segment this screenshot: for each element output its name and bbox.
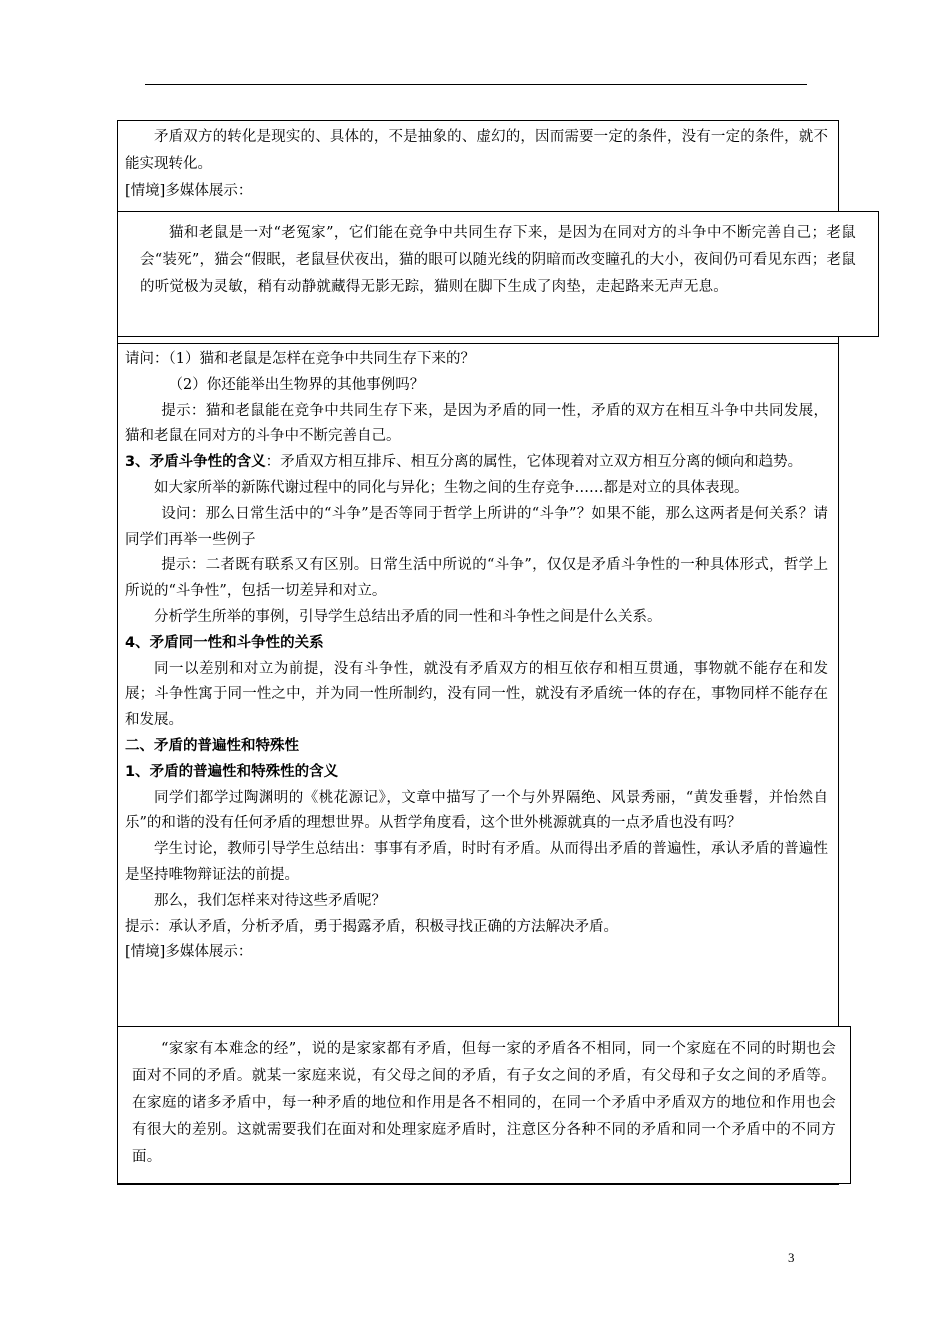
multimedia-box-cat-mouse <box>117 211 879 337</box>
section-4-title: 4、矛盾同一性和斗争性的关系 <box>125 634 324 651</box>
paragraph-transformation: 矛盾双方的转化是现实的、具体的，不是抽象的、虚幻的，因而需要一定的条件，没有一定的条件，就不能实现转化。 <box>125 129 828 172</box>
page-number: 3 <box>788 1250 795 1265</box>
section-3-paragraph <box>125 450 828 476</box>
relation-paragraph: 同一以差别和对立为前提，没有斗争性，就没有矛盾双方的相互依存和相互贯通，事物就不能存在和发展；斗争性寓于同一性之中，并为同一性所制约，没有同一性，就没有矛盾统一体的存在，事物同样不能存在和发展。 <box>125 660 828 729</box>
top-block <box>125 124 828 204</box>
section-3-title: 3、矛盾斗争性的含义 <box>125 454 266 471</box>
hint-3: 提示：承认矛盾，分析矛盾，勇于揭露矛盾，积极寻找正确的方法解决矛盾。 <box>125 918 618 935</box>
family-text: “家家有本难念的经”，说的是家家都有矛盾，但每一家的矛盾各不相同，同一个家庭在不同的时期也会面对不同的矛盾。就某一家庭来说，有父母之间的矛盾，有子女之间的矛盾，有父母和子女之间的矛盾等。在家庭的诸多矛盾中，每一种矛盾的地位和作用是各不相同的，在同一个矛盾中矛盾双方的地位和作用也会有很大的差别。这就需要我们在面对和处理家庭矛盾时，注意区分各种不同的矛盾和同一个矛盾中的不同方面。 <box>132 1041 836 1165</box>
taohua-paragraph: 同学们都学过陶渊明的《桃花源记》，文章中描写了一个与外界隔绝、风景秀丽，“黄发垂髫，并怡然自乐”的和谐的没有任何矛盾的理想世界。从哲学角度看，这个世外桃源就真的一点矛盾也没有吗？ <box>125 789 828 832</box>
analysis-paragraph: 分析学生所举的事例，引导学生总结出矛盾的同一性和斗争性之间是什么关系。 <box>154 608 662 625</box>
main-content <box>125 347 828 966</box>
question-2: （2）你还能举出生物界的其他事例吗？ <box>168 376 425 393</box>
question-1: 请问：（1）猫和老鼠是怎样在竞争中共同生存下来的？ <box>125 351 475 367</box>
discussion-paragraph: 学生讨论，教师引导学生总结出：事事有矛盾，时时有矛盾。从而得出矛盾的普遍性，承认矛盾的普遍性是坚持唯物辩证法的前提。 <box>125 841 828 883</box>
section-3-definition: ：矛盾双方相互排斥、相互分离的属性，它体现着对立双方相互分离的倾向和趋势。 <box>265 454 803 471</box>
hint-1: 提示：猫和老鼠能在竞争中共同生存下来，是因为矛盾的同一性，矛盾的双方在相互斗争中共同发展，猫和老鼠在同对方的斗争中不断完善自己。 <box>125 402 828 445</box>
section-2-1-heading: 1、矛盾的普遍性和特殊性的含义 <box>125 763 339 780</box>
table-row-divider <box>117 343 839 344</box>
scene-label-2: [情境]多媒体展示： <box>125 944 253 961</box>
question-paragraph: 设问：那么日常生活中的“斗争”是否等同于哲学上所讲的“斗争”？如果不能，那么这两者是何关系？请同学们再举一些例子 <box>125 505 828 548</box>
cat-mouse-text: 猫和老鼠是一对“老冤家”，它们能在竞争中共同生存下来，是因为在同对方的斗争中不断完善自己；老鼠会“装死”，猫会“假眠，老鼠昼伏夜出，猫的眼可以随光线的阴暗而改变瞳孔的大小，夜间仍可看见东西；老鼠的听觉极为灵敏，稍有动静就藏得无影无踪，猫则在脚下生成了肉垫，走起路来无声无息。 <box>140 225 856 295</box>
header-rule <box>145 84 807 85</box>
example-paragraph: 如大家所举的新陈代谢过程中的同化与异化；生物之间的生存竞争……都是对立的具体表现。 <box>154 479 749 496</box>
how-paragraph: 那么，我们怎样来对待这些矛盾呢？ <box>154 892 386 909</box>
section-2-heading: 二、矛盾的普遍性和特殊性 <box>125 737 299 754</box>
multimedia-box-family <box>117 1026 851 1184</box>
table-top-border <box>117 120 839 121</box>
hint-2: 提示：二者既有联系又有区别。日常生活中所说的“斗争”，仅仅是矛盾斗争性的一种具体形式，哲学上所说的“斗争性”，包括一切差异和对立。 <box>125 557 828 600</box>
scene-label-1: [情境]多媒体展示： <box>125 183 253 199</box>
